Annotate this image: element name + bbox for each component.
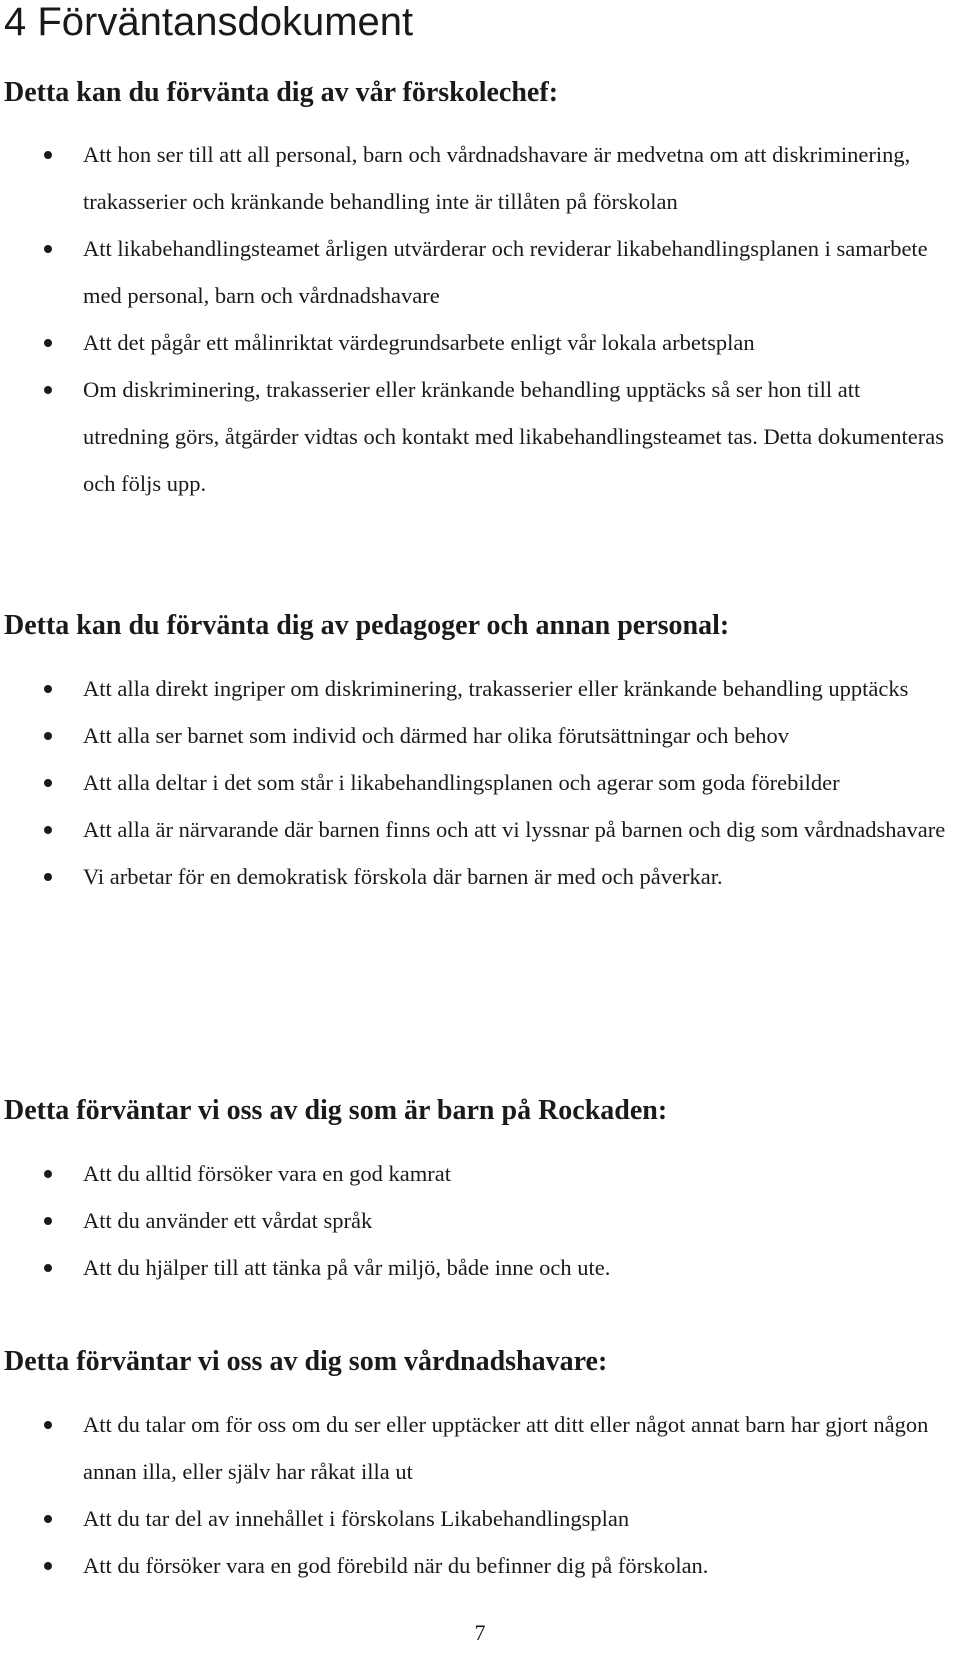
list-item-text: Att likabehandlingsteamet årligen utvärderar och reviderar likabehandlingsplanen i samarbete med personal, barn och vårdnadshavare [83, 236, 928, 308]
list-item [0, 1244, 960, 1291]
bullet-icon [44, 1562, 52, 1570]
bullet-icon [44, 779, 52, 787]
bullet-icon [44, 245, 52, 253]
bullet-list [0, 131, 960, 507]
section-heading: Detta förväntar vi oss av dig som är barn på Rockaden: [4, 1095, 668, 1126]
list-item [0, 1150, 960, 1197]
list-item [0, 1542, 960, 1589]
list-item [0, 366, 960, 507]
bullet-icon [44, 386, 52, 394]
list-item [0, 1401, 960, 1495]
list-item [0, 1495, 960, 1542]
bullet-icon [44, 1515, 52, 1523]
list-item-text: Att du talar om för oss om du ser eller upptäcker att ditt eller något annat barn har gjort någon annan illa, eller själv har råkat illa ut [83, 1412, 929, 1484]
list-item-text: Att alla direkt ingriper om diskriminering, trakasserier eller kränkande behandling upptäcks [83, 676, 909, 701]
page-title: 4 Förväntansdokument [4, 0, 414, 44]
section-pedagoger [0, 606, 960, 900]
list-item [0, 759, 960, 806]
list-item [0, 225, 960, 319]
section-forskolechef [0, 73, 960, 507]
bullet-list [0, 665, 960, 900]
list-item-text: Vi arbetar för en demokratisk förskola där barnen är med och påverkar. [83, 864, 723, 889]
list-item [0, 1197, 960, 1244]
list-item-text: Att du hjälper till att tänka på vår miljö, både inne och ute. [83, 1255, 611, 1280]
bullet-icon [44, 1421, 52, 1429]
list-item-text: Att du försöker vara en god förebild när du befinner dig på förskolan. [83, 1553, 709, 1578]
section-heading: Detta kan du förvänta dig av pedagoger och annan personal: [4, 610, 730, 641]
bullet-icon [44, 1217, 52, 1225]
list-item [0, 319, 960, 366]
list-item-text: Att alla deltar i det som står i likabehandlingsplanen och agerar som goda förebilder [83, 770, 840, 795]
section-vardnadshavare [0, 1342, 960, 1589]
list-item-text: Om diskriminering, trakasserier eller kränkande behandling upptäcks så ser hon till att utredning görs, åtgärder vidtas och kontakt med likabehandlingsteamet tas. Detta dokumenteras och följs upp. [83, 377, 944, 496]
bullet-icon [44, 685, 52, 693]
list-item [0, 131, 960, 225]
bullet-icon [44, 1170, 52, 1178]
list-item-text: Att hon ser till att all personal, barn och vårdnadshavare är medvetna om att diskriminering, trakasserier och kränkande behandling inte är tillåten på förskolan [83, 142, 911, 214]
section-heading: Detta förväntar vi oss av dig som vårdnadshavare: [4, 1346, 608, 1377]
bullet-icon [44, 873, 52, 881]
bullet-list [0, 1401, 960, 1589]
list-item-text: Att det pågår ett målinriktat värdegrundsarbete enligt vår lokala arbetsplan [83, 330, 755, 355]
list-item [0, 712, 960, 759]
bullet-icon [44, 1264, 52, 1272]
bullet-icon [44, 826, 52, 834]
list-item-text: Att du tar del av innehållet i förskolans Likabehandlingsplan [83, 1506, 630, 1531]
list-item [0, 665, 960, 712]
bullet-icon [44, 339, 52, 347]
bullet-list [0, 1150, 960, 1291]
section-barn [0, 1091, 960, 1291]
section-heading: Detta kan du förvänta dig av vår förskolechef: [4, 77, 559, 108]
list-item [0, 853, 960, 900]
list-item-text: Att du använder ett vårdat språk [83, 1208, 373, 1233]
list-item [0, 806, 960, 853]
list-item-text: Att du alltid försöker vara en god kamrat [83, 1161, 452, 1186]
bullet-icon [44, 151, 52, 159]
list-item-text: Att alla ser barnet som individ och därmed har olika förutsättningar och behov [83, 723, 790, 748]
list-item-text: Att alla är närvarande där barnen finns och att vi lyssnar på barnen och dig som vårdnadshavare [83, 817, 946, 842]
page-number: 7 [474, 1620, 486, 1645]
bullet-icon [44, 732, 52, 740]
